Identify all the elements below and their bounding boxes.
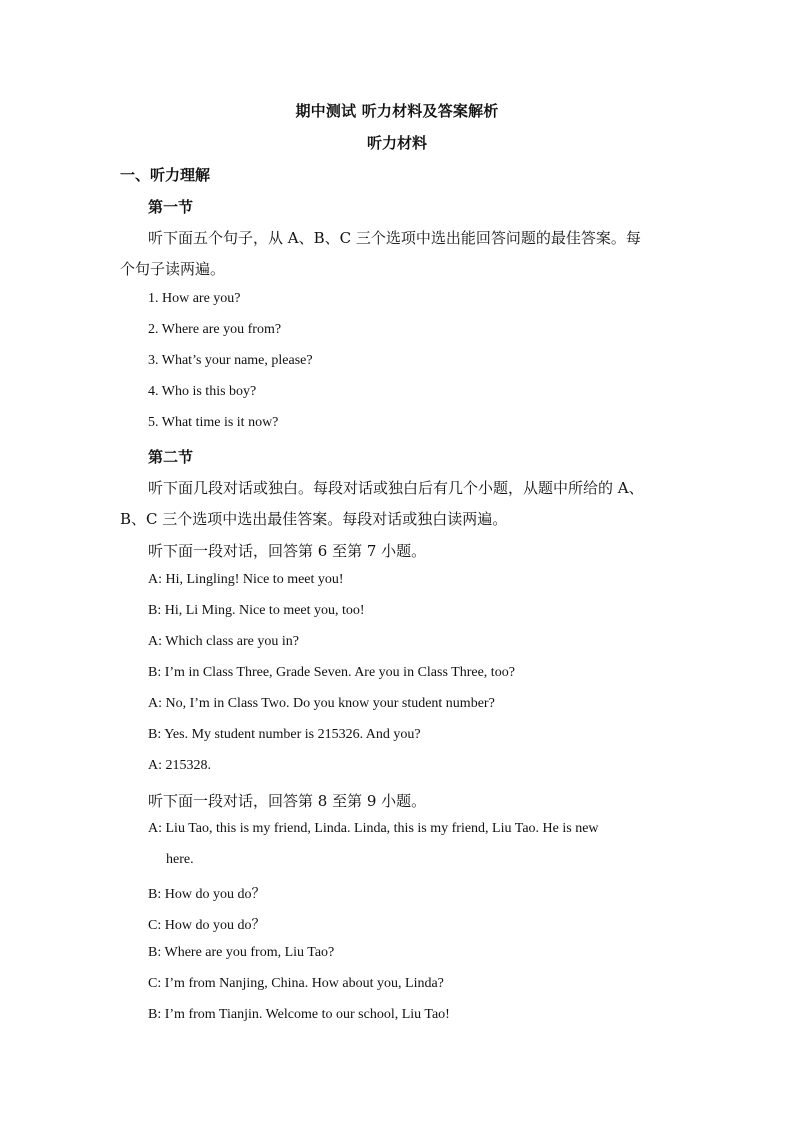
- listening-sentence: 5. What time is it now?: [148, 415, 279, 430]
- dialog-line-continuation: here.: [166, 852, 194, 867]
- listening-sentence: 3. What’s your name, please?: [148, 353, 313, 368]
- dialog-line: A: Which class are you in?: [148, 634, 299, 649]
- section2-instruction-line2: B、C 三个选项中选出最佳答案。每段对话或独白读两遍。: [120, 510, 508, 528]
- dialog-line: A: No, I’m in Class Two. Do you know your student number?: [148, 696, 495, 711]
- section1-instruction-line1: 听下面五个句子，从 A、B、C 三个选项中选出能回答问题的最佳答案。每: [148, 229, 641, 247]
- listening-sentence: 4. Who is this boy?: [148, 384, 257, 399]
- dialog-line: B: I’m from Tianjin. Welcome to our school, Liu Tao!: [148, 1007, 450, 1022]
- dialog-line: A: Hi, Lingling! Nice to meet you!: [148, 572, 344, 587]
- dialog-line: A: Liu Tao, this is my friend, Linda. Linda, this is my friend, Liu Tao. He is new: [148, 821, 599, 836]
- dialog-line: C: How do you do？: [148, 918, 266, 933]
- section1-heading: 第一节: [148, 198, 194, 216]
- dialog1-intro: 听下面一段对话，回答第 6 至第 7 小题。: [148, 542, 427, 560]
- dialog-line: B: Yes. My student number is 215326. And you?: [148, 727, 421, 742]
- dialog-line: B: Hi, Li Ming. Nice to meet you, too!: [148, 603, 365, 618]
- dialog-line: B: How do you do？: [148, 887, 266, 902]
- listening-sentence: 1. How are you?: [148, 291, 241, 306]
- part-heading: 一、听力理解: [120, 166, 211, 184]
- dialog2-intro: 听下面一段对话，回答第 8 至第 9 小题。: [148, 792, 427, 810]
- document-title: 期中测试 听力材料及答案解析: [295, 102, 499, 120]
- listening-sentence: 2. Where are you from?: [148, 322, 282, 337]
- dialog-line: B: I’m in Class Three, Grade Seven. Are you in Class Three, too?: [148, 665, 515, 680]
- section2-instruction-line1: 听下面几段对话或独白。每段对话或独白后有几个小题，从题中所给的 A、: [148, 479, 644, 497]
- dialog-line: B: Where are you from, Liu Tao?: [148, 945, 335, 960]
- section1-instruction-line2: 个句子读两遍。: [120, 260, 226, 278]
- dialog-line: A: 215328.: [148, 758, 211, 773]
- document-subtitle: 听力材料: [366, 134, 427, 152]
- section2-heading: 第二节: [148, 448, 194, 466]
- dialog-line: C: I’m from Nanjing, China. How about you, Linda?: [148, 976, 444, 991]
